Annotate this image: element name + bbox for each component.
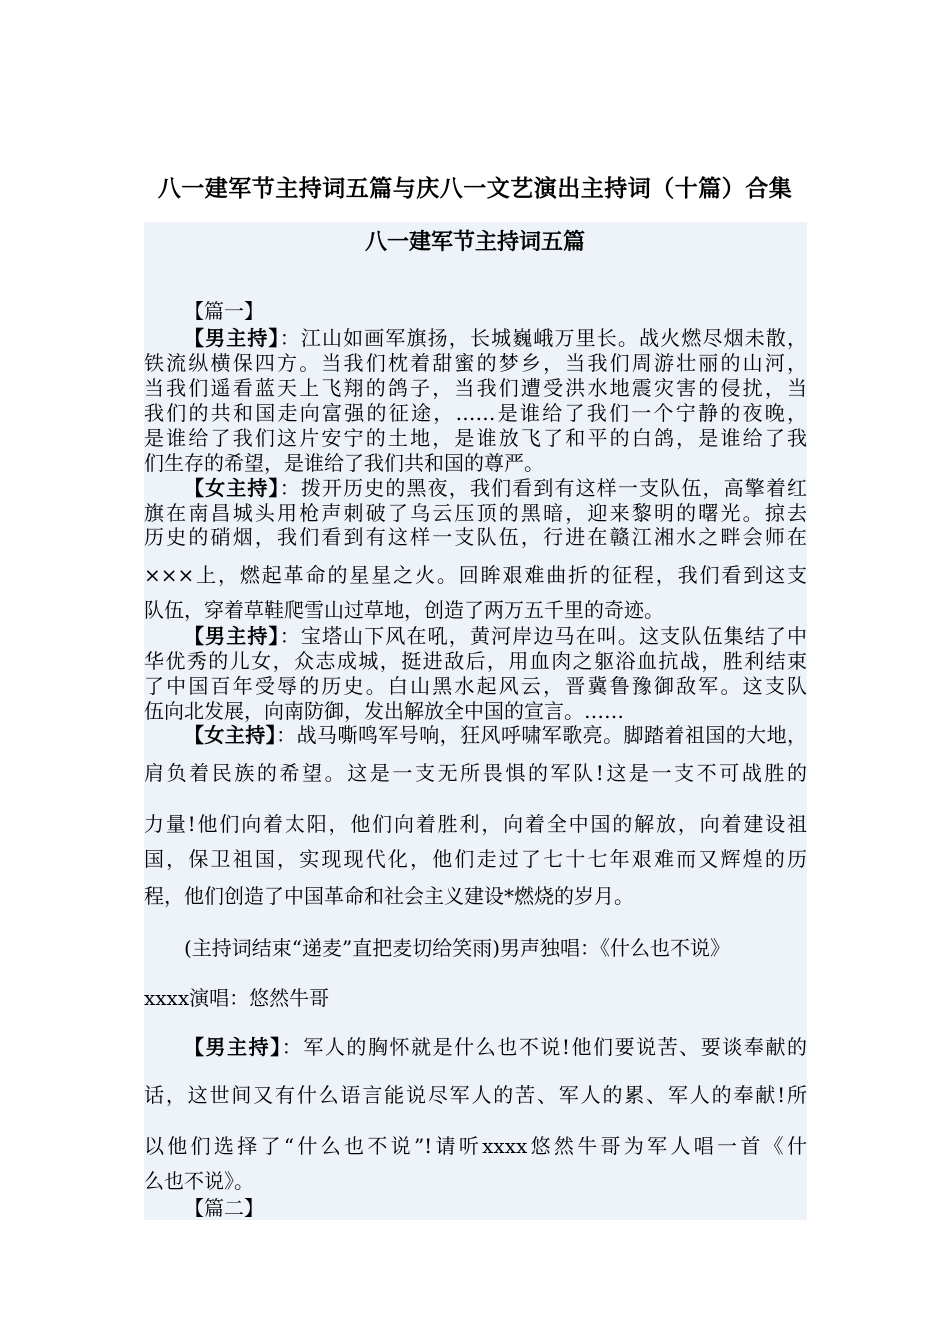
paragraph-line: xxxx演唱：悠然牛哥 — [144, 986, 330, 1010]
part-label: 【篇一】 — [184, 299, 264, 323]
paragraph-line: 们生存的希望，是谁给了我们共和国的尊严。 — [144, 451, 544, 475]
speaker-label: 【女主持】 — [184, 476, 280, 500]
paragraph-line: 么也不说》。 — [144, 1169, 254, 1193]
speaker-label: 【女主持】 — [184, 723, 277, 747]
paragraph-line: 肩负着民族的希望。这是一支无所畏惧的军队!这是一支不可战胜的 — [144, 761, 807, 785]
paragraph-line — [144, 623, 807, 649]
document-title: 八一建军节主持词五篇与庆八一文艺演出主持词（十篇）合集 — [157, 175, 793, 202]
paragraph-line: 国，保卫祖国，实现现代化，他们走过了七十七年艰难而又辉煌的历 — [144, 847, 807, 871]
line-text: ：宝塔山下风在吼，黄河岸边马在叫。这支队伍集结了中 — [279, 624, 808, 648]
paragraph-line: 旗在南昌城头用枪声刺破了乌云压顶的黑暗，迎来黎明的曙光。掠去 — [144, 501, 807, 525]
paragraph-line: 当我们遥看蓝天上飞翔的鸽子，当我们遭受洪水地震灾害的侵扰，当 — [144, 376, 807, 400]
part-label: 【篇二】 — [184, 1196, 264, 1220]
paragraph-line — [144, 722, 807, 748]
line-text: ：战马嘶鸣军号响，狂风呼啸军歌亮。脚踏着祖国的大地， — [276, 723, 808, 747]
paragraph-line: 铁流纵横保四方。当我们枕着甜蜜的梦乡，当我们周游壮丽的山河， — [144, 351, 807, 375]
paragraph-line: 话，这世间又有什么语言能说尽军人的苦、军人的累、军人的奉献!所 — [144, 1083, 807, 1107]
paragraph-line: 以他们选择了“什么也不说”!请听xxxx悠然牛哥为军人唱一首《什 — [144, 1134, 807, 1158]
line-text: ：江山如画军旗扬，长城巍峨万里长。战火燃尽烟未散， — [279, 326, 808, 350]
paragraph-line: 了中国百年受辱的历史。白山黑水起风云，晋冀鲁豫御敌军。这支队 — [144, 674, 807, 698]
speaker-label: 【男主持】 — [184, 624, 280, 648]
paragraph-line: 华优秀的儿女，众志成城，挺进敌后，用血肉之躯浴血抗战，胜利结束 — [144, 649, 807, 673]
paragraph-line: 我们的共和国走向富强的征途，……是谁给了我们一个宁静的夜晚， — [144, 401, 807, 425]
speaker-label: 【男主持】 — [184, 1035, 282, 1059]
paragraph-line: 是谁给了我们这片安宁的土地，是谁放飞了和平的白鸽，是谁给了我 — [144, 426, 807, 450]
paragraph-line: 历史的硝烟，我们看到有这样一支队伍，行进在赣江湘水之畔会师在 — [144, 525, 807, 549]
paragraph-line: 伍向北发展，向南防御，发出解放全中国的宣言。…… — [144, 699, 624, 723]
paragraph-line: 力量!他们向着太阳，他们向着胜利，向着全中国的解放，向着建设祖 — [144, 812, 807, 836]
paragraph-line — [144, 1034, 807, 1060]
paragraph-line: ×××上，燃起革命的星星之火。回眸艰难曲折的征程，我们看到这支 — [144, 563, 807, 587]
paragraph-line: (主持词结束“递麦”直把麦切给笑雨)男声独唱：《什么也不说》 — [184, 936, 731, 960]
line-text: ：拨开历史的黑夜，我们看到有这样一支队伍，高擎着红 — [279, 476, 808, 500]
paragraph-line — [144, 325, 807, 351]
paragraph-line — [144, 475, 807, 501]
speaker-label: 【男主持】 — [184, 326, 280, 350]
line-text: ：军人的胸怀就是什么也不说!他们要说苦、要谈奉献的 — [281, 1035, 808, 1059]
paragraph-line: 队伍，穿着草鞋爬雪山过草地，创造了两万五千里的奇迹。 — [144, 598, 664, 622]
section-title: 八一建军节主持词五篇 — [364, 229, 585, 255]
paragraph-line: 程，他们创造了中国革命和社会主义建设*燃烧的岁月。 — [144, 884, 634, 908]
